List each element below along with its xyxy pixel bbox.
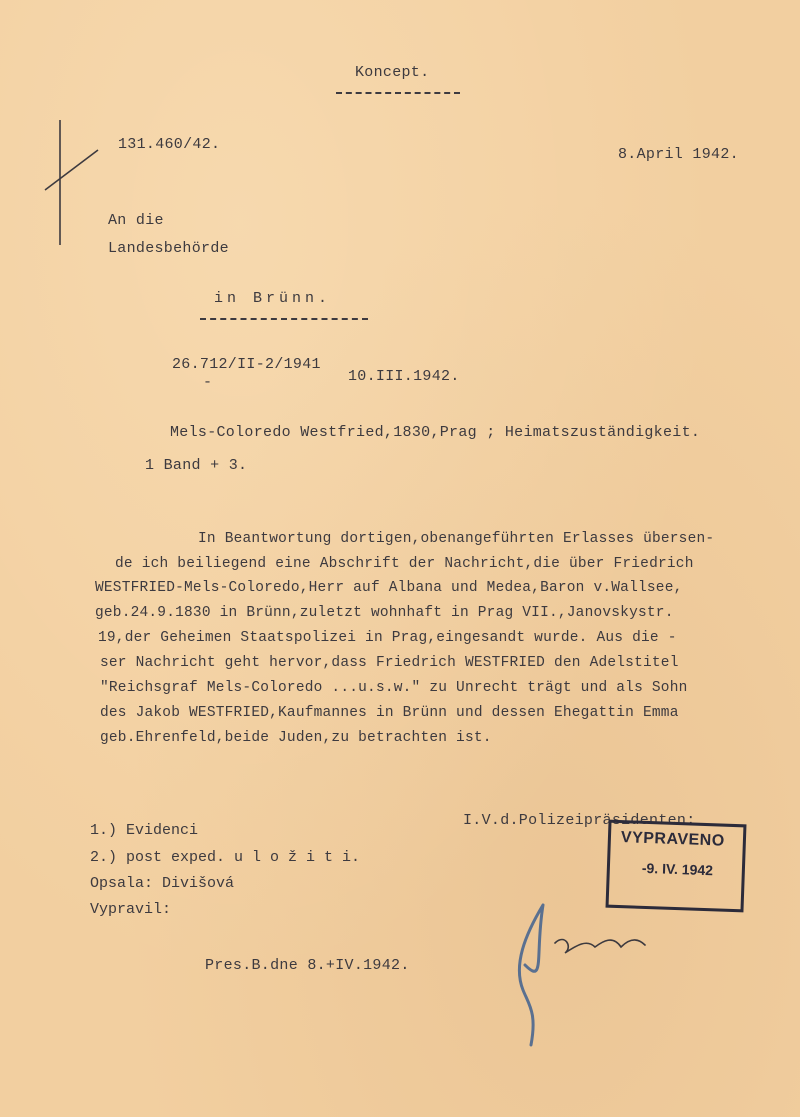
recipient-line-2: Landesbehörde — [108, 240, 229, 257]
file-number: 131.460/42. — [118, 136, 221, 153]
document-date: 8.April 1942. — [618, 146, 739, 163]
body-line: de ich beiliegend eine Abschrift der Nachricht,die über Friedrich — [115, 556, 694, 572]
recipient-city: in Brünn. — [214, 290, 332, 307]
body-line: WESTFRIED-Mels-Colored​o,Herr auf Albana und Medea,Baron v.Wallsee, — [95, 580, 683, 596]
reference-mark: - — [203, 374, 213, 391]
stamp-date: -9. IV. 1942 — [641, 859, 714, 879]
title-underline — [336, 92, 460, 94]
reference-date: 10.III.1942. — [348, 368, 460, 385]
enclosure-line: 1 Band + 3. — [145, 457, 248, 474]
footer-note: Pres.B.dne 8.+IV.1942. — [205, 957, 410, 974]
handwritten-signature — [495, 895, 675, 1065]
instruction-1: 1.) Evidenci — [90, 822, 199, 839]
body-line: "Reichsgraf Mels-Colored​o ...u.s.w." zu Unrecht trägt und als Sohn — [100, 680, 688, 696]
reference-number: 26.712/II-2/1941 — [172, 356, 321, 373]
typist-line: Opsala: Divišová — [90, 875, 235, 892]
body-line: geb.24.9.1830 in Brünn,zuletzt wohnhaft in Prag VII.,Janovskystr. — [95, 605, 674, 621]
body-line: 19,der Geheimen Staatspolizei in Prag,eingesandt wurde. Aus die - — [98, 630, 677, 646]
body-line: ser Nachricht geht hervor,dass Friedrich WESTFRIED den Adelstitel — [100, 655, 679, 671]
dispatcher-line: Vypravil: — [90, 901, 172, 918]
body-line: In Beantwortung dortigen,obenangeführten Erlasses übersen- — [198, 531, 715, 547]
signature-block: I.V.d.Polizeipräsidenten: — [463, 812, 696, 829]
stamp-label: VYPRAVENO — [620, 829, 725, 850]
body-line: des Jakob WESTFRIED,Kaufmannes in Brünn und dessen Ehegattin Emma — [100, 705, 679, 721]
body-line: geb.Ehrenfeld,beide Juden,zu betrachten ist. — [100, 730, 492, 746]
subject-line: Mels-Colored​o Westfried,1830,Prag ; Heimatszuständigkeit. — [170, 424, 701, 441]
recipient-line-1: An die — [108, 212, 164, 229]
margin-pencil-mark — [40, 115, 100, 255]
instruction-2: 2.) post exped. u l o ž i t i. — [90, 849, 361, 866]
city-underline — [200, 318, 368, 320]
document-title: Koncept. — [355, 64, 430, 81]
